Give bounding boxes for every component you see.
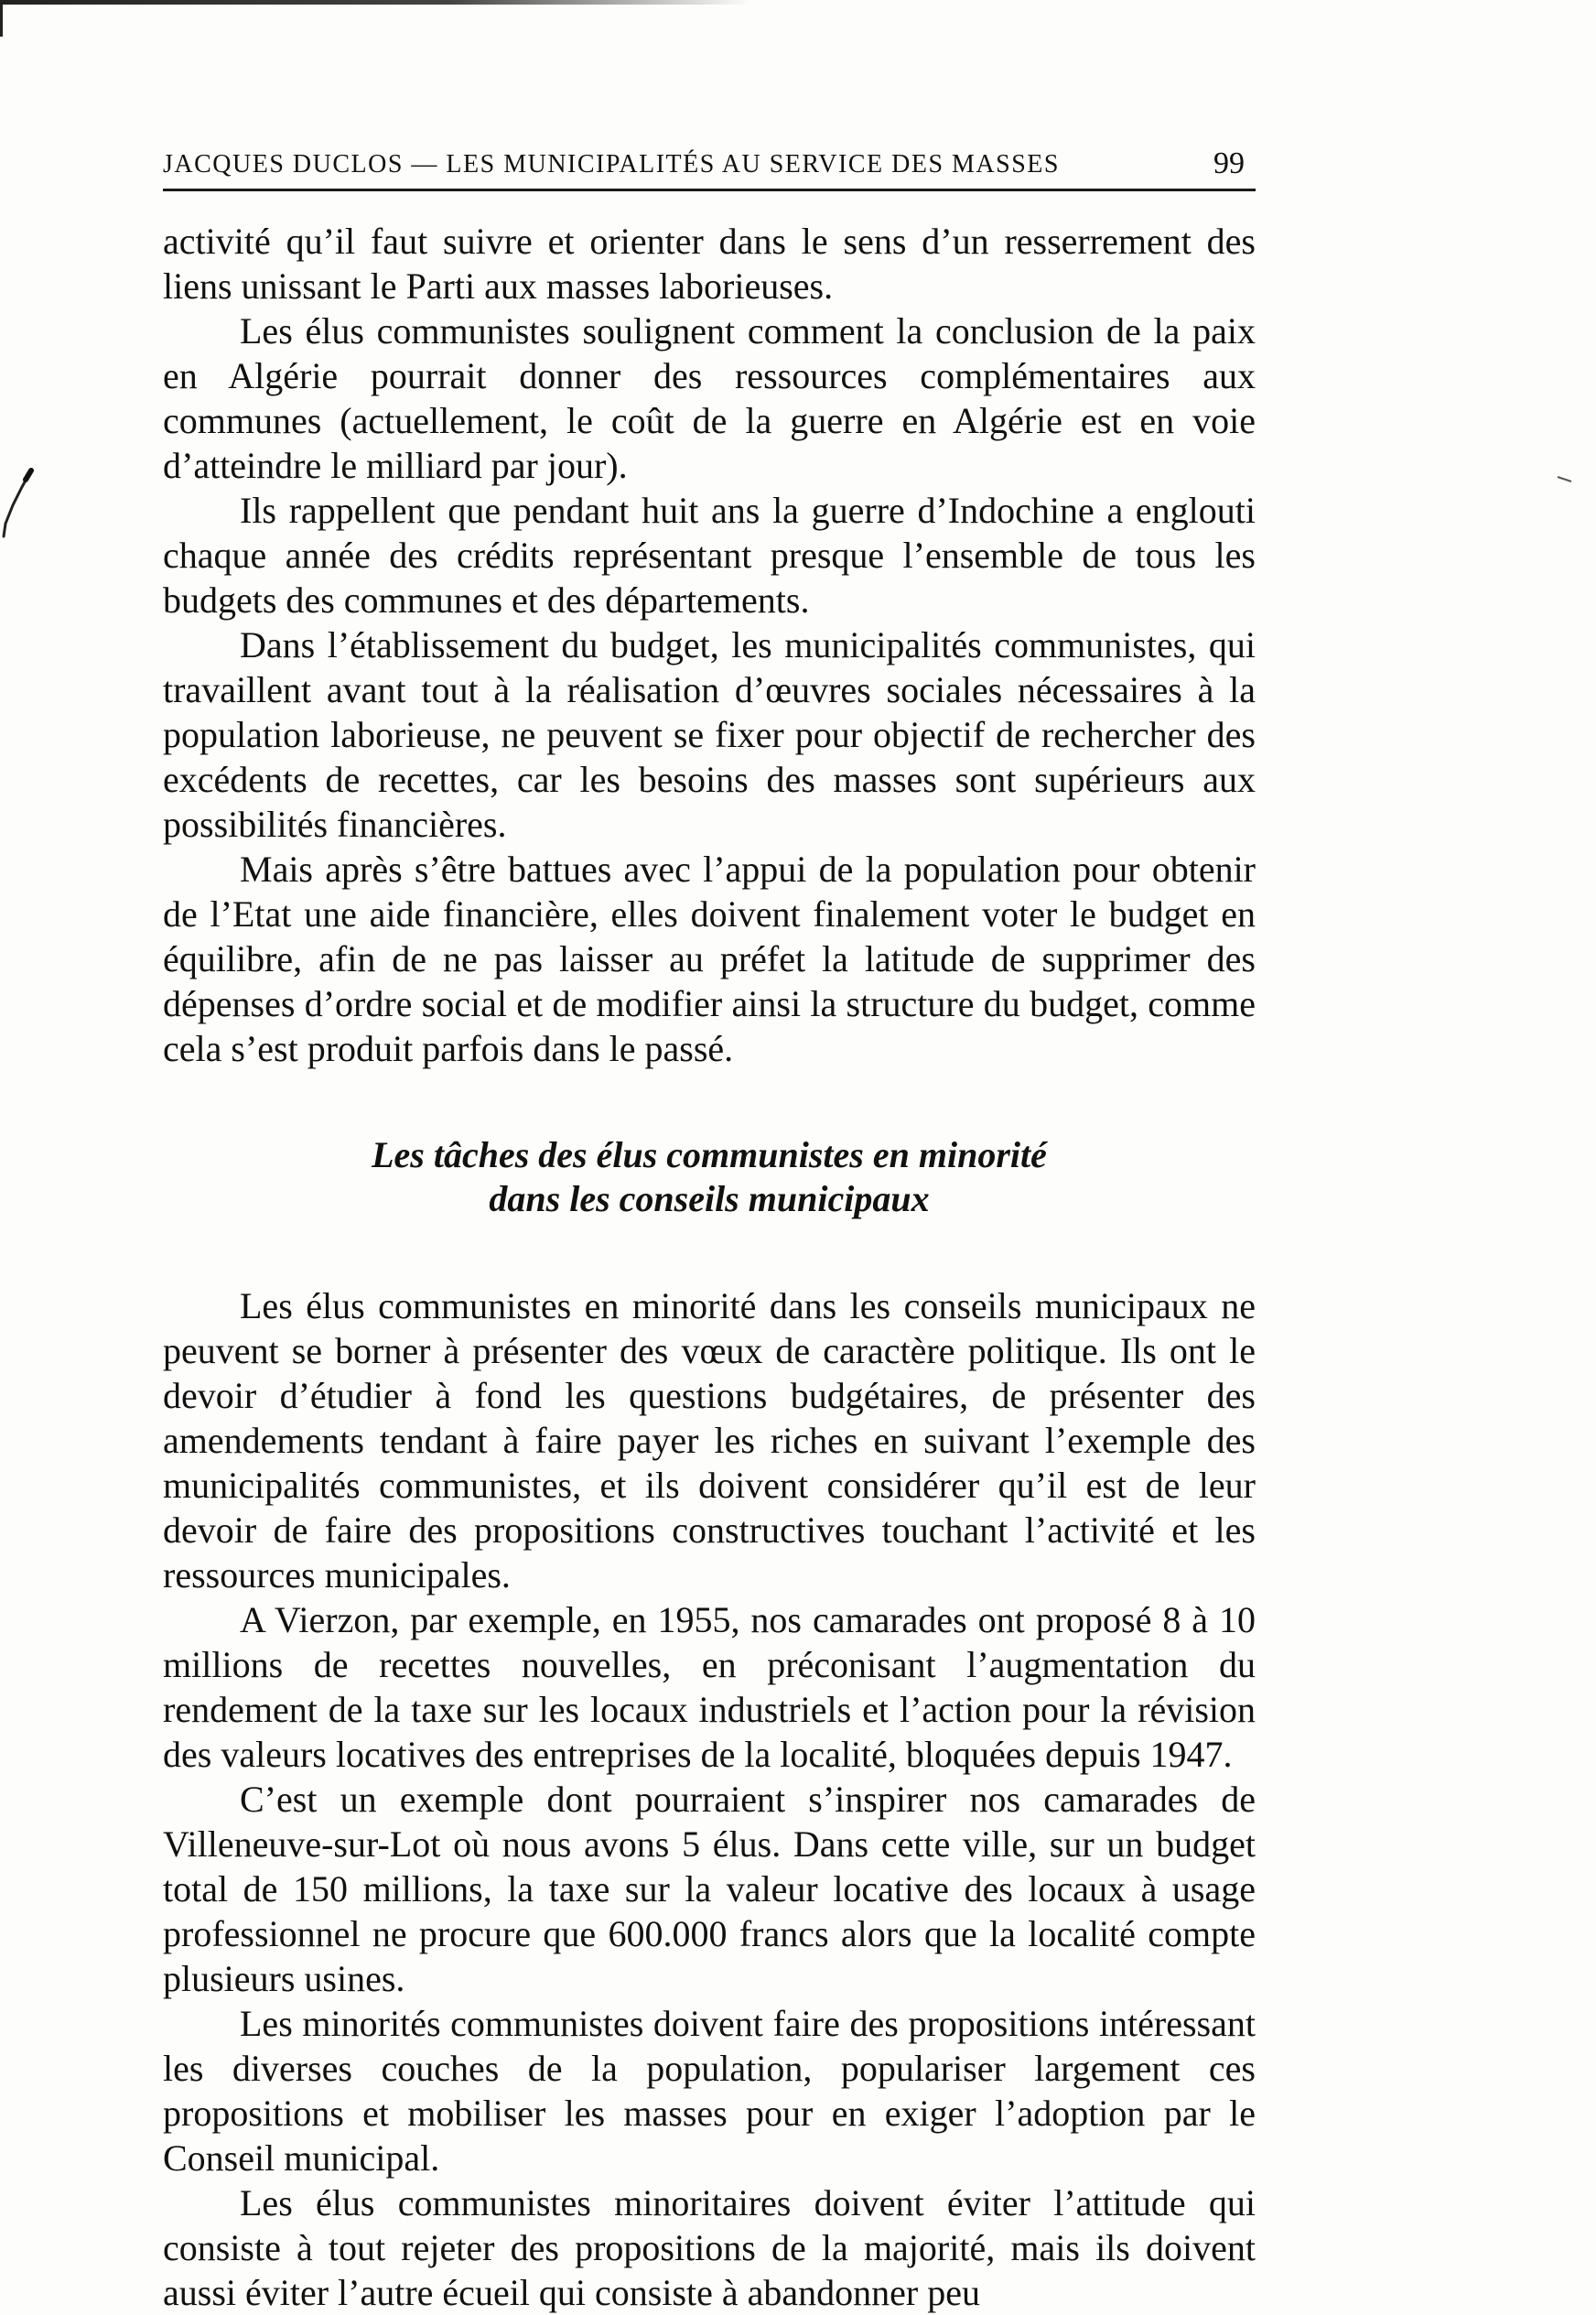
- paragraph: Les minorités communistes doivent faire des propositions intéressant les diverses couches de la population, populariser largement ces propositions et mobiliser les masses pour en exiger l’adoption par le Conseil municipal.: [163, 2003, 1256, 2179]
- paragraph: activité qu’il faut suivre et orienter dans le sens d’un resserrement des liens unissant le Parti aux masses laborieuses.: [163, 221, 1256, 307]
- paragraph: Dans l’établissement du budget, les municipalités communistes, qui travaillent avant tout à la réalisation d’œuvres sociales nécessaires à la population laborieuse, ne peuvent se fixer pour objectif de rechercher des excédents de recettes, car les besoins des masses sont supérieurs aux possibilités financières.: [163, 624, 1256, 845]
- running-head: [163, 137, 1256, 189]
- book-page: [163, 137, 1256, 2315]
- paragraph: Les élus communistes soulignent comment la conclusion de la paix en Algérie pourrait donner des ressources complémentaires aux communes (actuellement, le coût de la guerre en Algérie est en voie d’atteindre le milliard par jour).: [163, 310, 1256, 486]
- paragraph: Les élus communistes en minorité dans les conseils municipaux ne peuvent se borner à présenter des vœux de caractère politique. Ils ont le devoir d’étudier à fond les questions budgétaires, de présenter des amendements tendant à faire payer les riches en suivant l’exemple des municipalités communistes, et ils doivent considérer qu’il est de leur devoir de faire des propositions constructives touchant l’activité et les ressources municipales.: [163, 1285, 1256, 1596]
- section-heading-line-2: dans les conseils municipaux: [489, 1178, 930, 1219]
- pen-stroke-mark: [0, 467, 37, 540]
- section-heading-line-1: Les tâches des élus communistes en minorité: [372, 1134, 1047, 1175]
- running-title: JACQUES DUCLOS — LES MUNICIPALITÉS AU SERVICE DES MASSES: [163, 150, 1060, 178]
- body-text: [163, 219, 1256, 2315]
- paragraph: Les élus communistes minoritaires doivent éviter l’attitude qui consiste à tout rejeter des propositions de la majorité, mais ils doivent aussi éviter l’autre écueil qui consiste à abandonner peu: [163, 2182, 1256, 2313]
- paragraph: C’est un exemple dont pourraient s’inspirer nos camarades de Villeneuve-sur-Lot où nous avons 5 élus. Dans cette ville, sur un budget total de 150 millions, la taxe sur la valeur locative des locaux à usage professionnel ne procure que 600.000 francs alors que la localité compte plusieurs usines.: [163, 1779, 1256, 1999]
- section-heading: [163, 1133, 1256, 1221]
- paragraph: Mais après s’être battues avec l’appui de la population pour obtenir de l’Etat une aide financière, elles doivent finalement voter le budget en équilibre, afin de ne pas laisser au préfet la latitude de supprimer des dépenses d’ordre social et de modifier ainsi la structure du budget, comme cela s’est produit parfois dans le passé.: [163, 849, 1256, 1069]
- stray-dash-mark: [1556, 474, 1574, 483]
- paragraph: A Vierzon, par exemple, en 1955, nos camarades ont proposé 8 à 10 millions de recettes nouvelles, en préconisant l’augmentation du rendement de la taxe sur les locaux industriels et l’action pour la révision des valeurs locatives des entreprises de la localité, bloquées depuis 1947.: [163, 1599, 1256, 1775]
- header-rule: [163, 189, 1256, 191]
- scan-edge-mark-left: [0, 0, 3, 37]
- page-number: 99: [1213, 146, 1245, 180]
- paragraph: Ils rappellent que pendant huit ans la guerre d’Indochine a englouti chaque année des crédits représentant presque l’ensemble de tous les budgets des communes et des départements.: [163, 490, 1256, 621]
- scan-edge-mark: [0, 0, 750, 5]
